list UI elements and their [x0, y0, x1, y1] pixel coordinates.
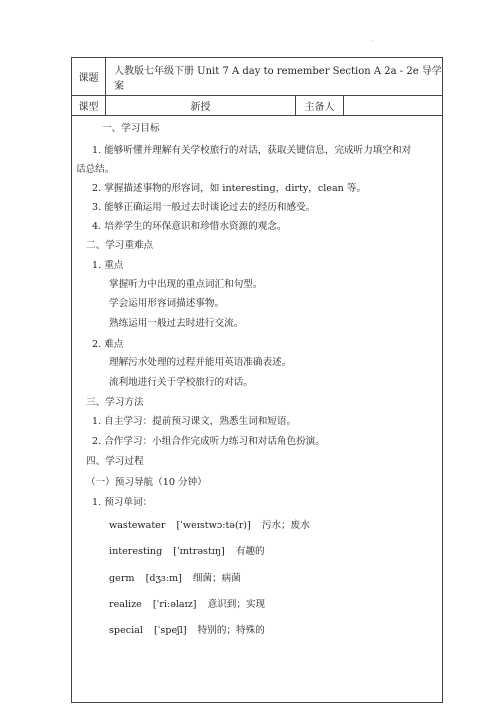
method-item: 1. 自主学习：提前预习课文，熟悉生词和短语。 [92, 416, 297, 427]
key-points-heading: 1. 重点 [92, 260, 124, 271]
type-label: 课型 [72, 96, 106, 115]
vocab-item [109, 520, 318, 532]
section-goals-title: 一、学习目标 [102, 123, 160, 134]
goal-item: 1. 能够听懂并理解有关学校旅行的对话，获取关键信息，完成听力填空和对 [92, 145, 412, 156]
goal-item: 4. 培养学生的环保意识和珍惜水资源的观念。 [92, 221, 287, 232]
goal-item: 2. 掌握描述事物的形容词，如 interesting，dirty，clean 等。 [92, 183, 367, 194]
key-point-item: 掌握听力中出现的重点词汇和句型。 [109, 279, 263, 290]
vocab-ipa: [dʒɜːm] [145, 573, 182, 584]
key-point-item: 熟练运用一般过去时进行交流。 [109, 318, 244, 329]
section-methods-title: 三、学习方法 [86, 397, 144, 408]
course-label: 课题 [72, 58, 106, 95]
vocab-ipa: [ˈweɪstwɔːtə(r)] [176, 520, 251, 531]
page-mark: · [372, 38, 374, 45]
preview-subheading: （一）预习导航（10 分钟） [86, 477, 207, 488]
section-focus-title: 二、学习重难点 [86, 240, 154, 251]
section-process-title: 四、学习过程 [86, 456, 144, 467]
goal-item: 话总结。 [76, 164, 115, 175]
vocab-item [109, 573, 249, 585]
worksheet-table [71, 57, 443, 703]
difficult-points-heading: 2. 难点 [92, 339, 124, 350]
course-row [72, 58, 442, 96]
preparer-value [344, 96, 444, 115]
type-row [72, 96, 442, 116]
vocab-word: wastewater [109, 520, 166, 531]
vocab-meaning: 有趣的 [235, 546, 265, 557]
vocab-meaning: 特别的；特殊的 [197, 625, 265, 636]
vocab-meaning: 细菌；病菌 [192, 573, 241, 584]
vocab-word: interesting [109, 546, 163, 557]
preparer-label: 主备人 [296, 96, 344, 115]
vocab-word: special [109, 625, 143, 636]
method-item: 2. 合作学习：小组合作完成听力练习和对话角色扮演。 [92, 436, 325, 447]
vocab-word: germ [109, 573, 135, 584]
key-point-item: 学会运用形容词描述事物。 [109, 298, 225, 309]
vocab-ipa: [ˈɪntrəstɪŋ] [173, 546, 225, 557]
vocab-heading: 1. 预习单词： [92, 497, 153, 508]
vocab-ipa: [ˈspeʃl] [154, 625, 187, 636]
difficult-point-item: 流利地进行关于学校旅行的对话。 [109, 377, 253, 388]
vocab-item [109, 625, 273, 637]
difficult-point-item: 理解污水处理的过程并能用英语准确表述。 [109, 357, 292, 368]
vocab-meaning: 意识到；实现 [207, 599, 266, 610]
vocab-ipa: [ˈriːəlaɪz] [152, 599, 197, 610]
goal-item: 3. 能够正确运用一般过去时谈论过去的经历和感受。 [92, 202, 316, 213]
vocab-item [109, 599, 273, 611]
vocab-meaning: 污水；废水 [261, 520, 310, 531]
course-title: 人教版七年级下册 Unit 7 A day to remember Section A 2a - 2e 导学案 [114, 65, 442, 92]
type-value: 新授 [106, 96, 296, 115]
vocab-item [109, 546, 273, 558]
vocab-word: realize [109, 599, 142, 610]
